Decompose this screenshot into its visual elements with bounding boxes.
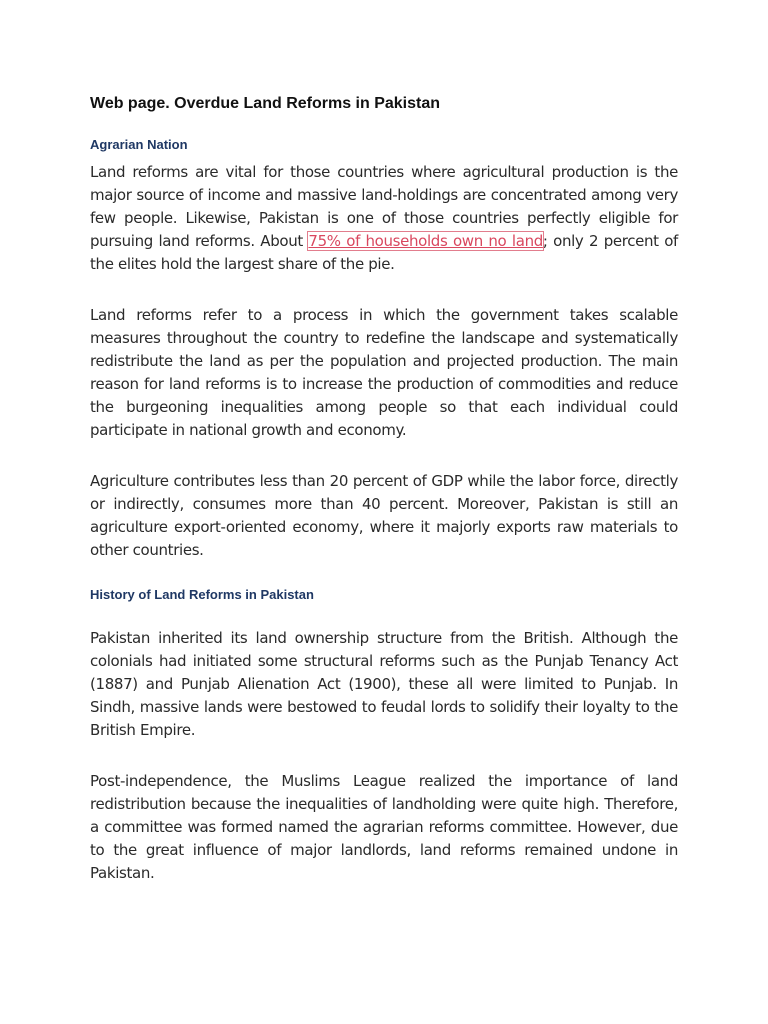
paragraph-agriculture-gdp: Agriculture contributes less than 20 percent of GDP while the labor force, directly or indirectly, consumes more than 40 percent. Moreover, Pakistan is still an agriculture export-oriented economy, where it majorly exports raw materials to other countries. bbox=[90, 472, 678, 559]
households-land-link[interactable]: 75% of households own no land bbox=[308, 232, 543, 250]
paragraph-text: Land reforms are vital for those countries where agricultural production is the major source of income and massive land-holdings are concentrated among very few people. Likewise, Pakistan is one of those countries perfectly eligible for pursuing land reforms. About bbox=[90, 163, 678, 250]
document-content bbox=[90, 90, 678, 885]
paragraph-land-reforms-vital bbox=[90, 161, 678, 276]
paragraph-land-reforms-definition: Land reforms refer to a process in which the government takes scalable measures throughout the country to redefine the landscape and systematically redistribute the land as per the population and projected production. The main reason for land reforms is to increase the production of commodities and reduce the burgeoning inequalities among people so that each individual could participate in national growth and economy. bbox=[90, 306, 678, 439]
paragraph-british-inheritance: Pakistan inherited its land ownership structure from the British. Although the colonials had initiated some structural reforms such as the Punjab Tenancy Act (1887) and Punjab Alienation Act (1900), these all were limited to Punjab. In Sindh, massive lands were bestowed to feudal lords to solidify their loyalty to the British Empire. bbox=[90, 629, 678, 739]
section-heading-history: History of Land Reforms in Pakistan bbox=[90, 587, 314, 602]
section-heading-agrarian-nation: Agrarian Nation bbox=[90, 137, 188, 152]
paragraph-text: ; only 2 percent of the elites hold the largest share of the pie. bbox=[90, 232, 678, 273]
paragraph-post-independence: Post-independence, the Muslims League realized the importance of land redistribution because the inequalities of landholding were quite high. Therefore, a committee was formed named the agrarian reforms committee. However, due to the great influence of major landlords, land reforms remained undone in Pakistan. bbox=[90, 772, 678, 882]
document-title: Web page. Overdue Land Reforms in Pakistan bbox=[90, 95, 441, 112]
